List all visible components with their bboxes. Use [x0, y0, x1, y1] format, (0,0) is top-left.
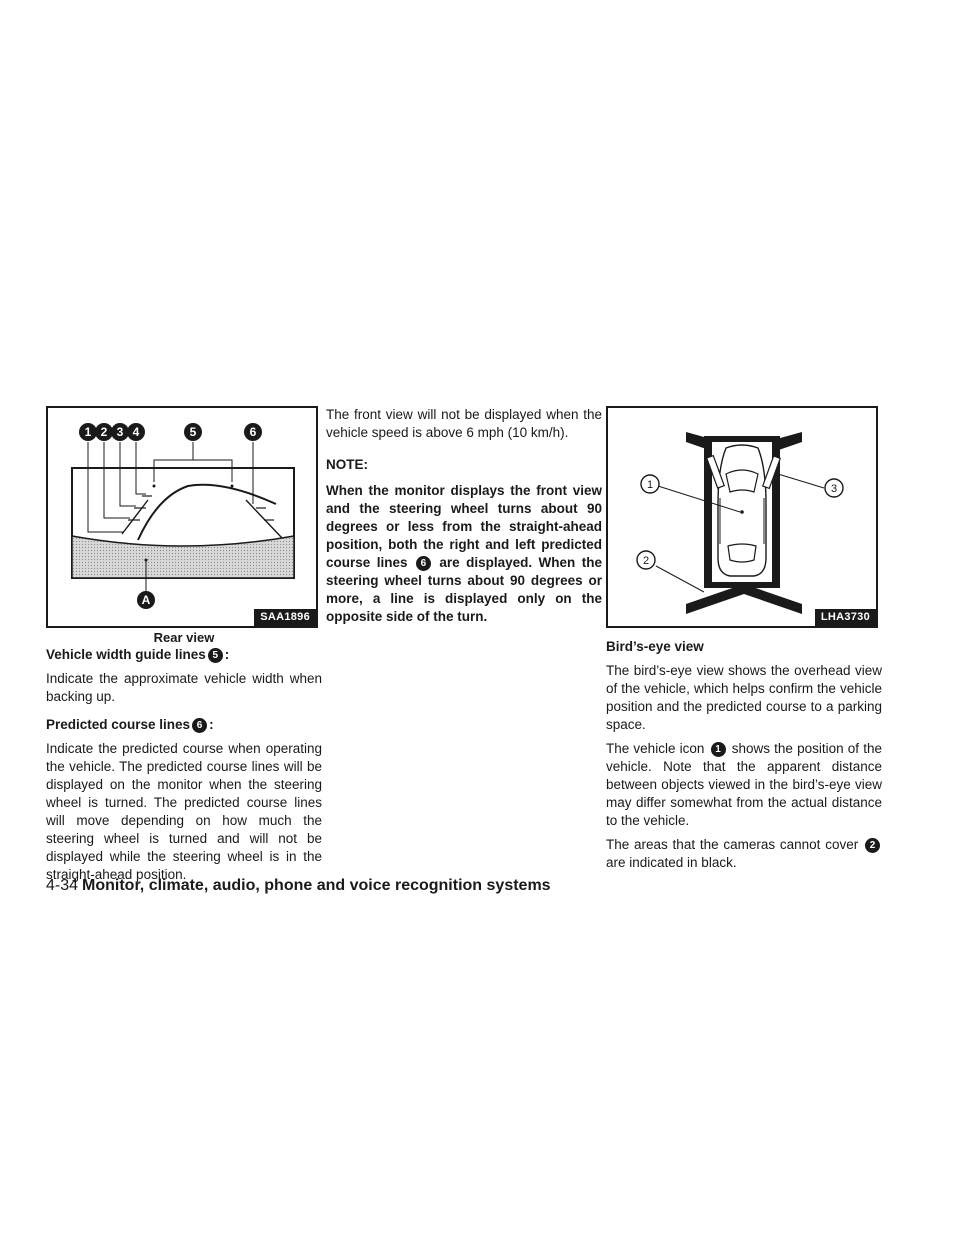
callout-ref-5: 5: [208, 648, 223, 663]
figure-code: LHA3730: [815, 609, 876, 626]
blind-area-bottom-right: [744, 584, 802, 614]
svg-text:2: 2: [100, 425, 108, 439]
course-lines-body: Indicate the predicted course when operating the vehicle. The predicted course lines will be displayed on the monitor when the steering wheel is turned. The predicted course lines will move depending on how much the steering wheel is turned and will not be displayed while the steering wheel is in the straight-ahead position.: [46, 741, 322, 882]
callout-3: [111, 423, 129, 441]
middle-column: [326, 406, 602, 640]
bumper-area: [72, 536, 294, 578]
birds-eye-figure: [606, 406, 878, 628]
right-guide-line: [246, 500, 282, 538]
page-footer: [46, 876, 551, 896]
callout-ref-2: 2: [865, 838, 880, 853]
birds-eye-para-1: The bird’s-eye view shows the overhead view of the vehicle, which helps confirm the vehicle position and the predicted course to a parking space.: [606, 663, 882, 732]
svg-text:A: A: [141, 593, 151, 607]
rear-view-figure: [46, 406, 318, 628]
heading-text: Vehicle width guide lines: [46, 647, 206, 662]
birds-eye-para-2: The vehicle icon 1 shows the position of the vehicle. Note that the apparent distance between objects viewed in the bird’s-eye view may differ somewhat from the actual distance to the vehicle.: [606, 741, 882, 828]
callout-ref-6: 6: [416, 556, 431, 571]
birds-eye-heading: Bird’s-eye view: [606, 639, 704, 654]
callout-a: [137, 591, 155, 609]
svg-text:1: 1: [646, 479, 654, 491]
callout-4: [127, 423, 145, 441]
birds-eye-diagram: [608, 408, 876, 626]
right-column: [606, 406, 882, 872]
svg-text:1: 1: [84, 425, 92, 439]
birds-eye-para-3: The areas that the cameras cannot cover 2 are indicated in black.: [606, 836, 882, 872]
left-column: [46, 406, 322, 884]
course-lines-heading: Predicted course lines 6 :: [46, 717, 214, 732]
svg-text:5: 5: [189, 425, 197, 439]
figure-caption: Rear view: [153, 630, 215, 645]
note-title: NOTE:: [326, 457, 368, 472]
callout-1: [79, 423, 97, 441]
page-number: 4-34: [46, 877, 79, 894]
rear-view-diagram: [48, 408, 316, 626]
callout-5: [184, 423, 202, 441]
callout-6: [244, 423, 262, 441]
front-view-paragraph: The front view will not be displayed when the vehicle speed is above 6 mph (10 km/h).: [326, 407, 602, 440]
callout-3: [825, 479, 843, 497]
svg-text:4: 4: [132, 425, 140, 439]
note-body: When the monitor displays the front view and the steering wheel turns about 90 degrees or less from the straight-ahead position, both the right and left predicted course lines 6 are displayed. When the steering wheel turns about 90 degrees or more, a line is displayed only on the opposite side of the turn.: [326, 483, 602, 624]
section-title: Monitor, climate, audio, phone and voice recognition systems: [82, 877, 551, 894]
callout-2: [637, 551, 655, 569]
svg-text:3: 3: [830, 483, 838, 495]
callout-2: [95, 423, 113, 441]
blind-area-bottom-left: [686, 584, 744, 614]
figure-code: SAA1896: [254, 609, 316, 626]
heading-text: Predicted course lines: [46, 717, 191, 732]
predicted-course-line: [138, 485, 276, 540]
callout-ref-6: 6: [192, 718, 207, 733]
width-guide-heading: Vehicle width guide lines 5 :: [46, 647, 230, 662]
width-guide-body: Indicate the approximate vehicle width when backing up.: [46, 671, 322, 704]
callout-ref-1: 1: [711, 742, 726, 757]
svg-text:6: 6: [249, 425, 257, 439]
svg-text:3: 3: [116, 425, 124, 439]
callout-1: [641, 475, 659, 493]
svg-text:2: 2: [642, 555, 650, 567]
